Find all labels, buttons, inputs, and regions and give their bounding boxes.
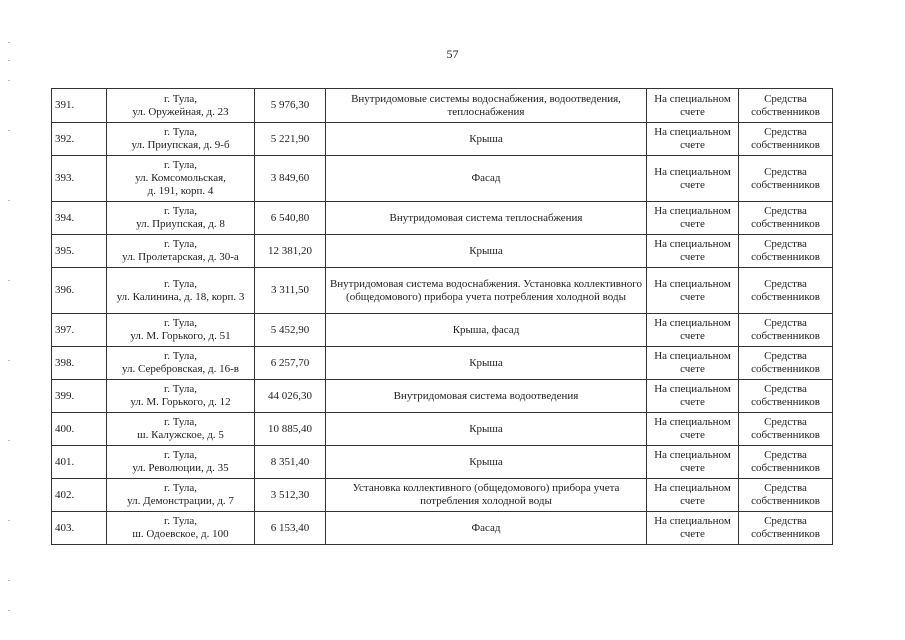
account-type: На специальном счете — [647, 156, 739, 202]
funding-source: Средства собственников — [739, 347, 833, 380]
address-street: ш. Одоевское, д. 100 — [132, 528, 229, 540]
funding-source: Средства собственников — [739, 156, 833, 202]
address-cell — [107, 314, 255, 347]
work-type: Крыша — [326, 347, 647, 380]
table-row — [52, 380, 833, 413]
table-row — [52, 413, 833, 446]
table-row — [52, 202, 833, 235]
table-row — [52, 314, 833, 347]
funding-source: Средства собственников — [739, 512, 833, 545]
account-type: На специальном счете — [647, 446, 739, 479]
address-city: г. Тула, — [163, 482, 198, 494]
address-cell — [107, 446, 255, 479]
table-row — [52, 479, 833, 512]
address-cell — [107, 413, 255, 446]
row-number: 399. — [52, 380, 107, 413]
row-number: 392. — [52, 123, 107, 156]
work-type: Внутридомовая система водоотведения — [326, 380, 647, 413]
address-street: ул. Серебровская, д. 16-в — [122, 363, 239, 375]
account-type: На специальном счете — [647, 314, 739, 347]
table-row — [52, 347, 833, 380]
address-street: ул. Революции, д. 35 — [132, 462, 229, 474]
address-cell — [107, 512, 255, 545]
table-row — [52, 512, 833, 545]
repair-registry-table — [51, 88, 833, 545]
address-street: ул. Пролетарская, д. 30-а — [122, 251, 239, 263]
address-street: ул. М. Горького, д. 12 — [130, 396, 231, 408]
address-city: г. Тула, — [163, 350, 198, 362]
funding-source: Средства собственников — [739, 446, 833, 479]
row-number: 397. — [52, 314, 107, 347]
account-type: На специальном счете — [647, 347, 739, 380]
funding-source: Средства собственников — [739, 89, 833, 123]
address-city: г. Тула, — [163, 317, 198, 329]
cost-amount: 6 257,70 — [255, 347, 326, 380]
address-city: г. Тула, — [163, 277, 198, 290]
address-street: ул. Оружейная, д. 23 — [132, 105, 229, 118]
table-row — [52, 89, 833, 123]
funding-source: Средства собственников — [739, 235, 833, 268]
cost-amount: 3 512,30 — [255, 479, 326, 512]
address-city: г. Тула, — [163, 383, 198, 395]
account-type: На специальном счете — [647, 479, 739, 512]
cost-amount: 44 026,30 — [255, 380, 326, 413]
funding-source: Средства собственников — [739, 479, 833, 512]
address-street: ул. Комсомольская, — [135, 172, 226, 184]
cost-amount: 6 153,40 — [255, 512, 326, 545]
work-type: Крыша — [326, 446, 647, 479]
account-type: На специальном счете — [647, 89, 739, 123]
work-type: Крыша — [326, 123, 647, 156]
cost-amount: 10 885,40 — [255, 413, 326, 446]
work-type: Крыша — [326, 413, 647, 446]
row-number: 402. — [52, 479, 107, 512]
row-number: 391. — [52, 89, 107, 123]
address-street: ул. Калинина, д. 18, корп. 3 — [116, 290, 245, 303]
account-type: На специальном счете — [647, 235, 739, 268]
address-city: г. Тула, — [163, 205, 198, 217]
cost-amount: 3 849,60 — [255, 156, 326, 202]
row-number: 401. — [52, 446, 107, 479]
address-street: ул. Демонстрации, д. 7 — [127, 495, 234, 507]
address-street: ул. Приупская, д. 8 — [136, 218, 225, 230]
address-cell — [107, 235, 255, 268]
address-cell — [107, 268, 255, 314]
account-type: На специальном счете — [647, 268, 739, 314]
work-type: Фасад — [326, 156, 647, 202]
work-type: Крыша, фасад — [326, 314, 647, 347]
address-street: ул. М. Горького, д. 51 — [130, 330, 231, 342]
work-type: Внутридомовые системы водоснабжения, водоотведения, теплоснабжения — [326, 89, 647, 123]
address-city: г. Тула, — [163, 515, 198, 527]
account-type: На специальном счете — [647, 512, 739, 545]
cost-amount: 5 221,90 — [255, 123, 326, 156]
cost-amount: 8 351,40 — [255, 446, 326, 479]
funding-source: Средства собственников — [739, 202, 833, 235]
scan-margin-marks — [6, 20, 14, 620]
row-number: 403. — [52, 512, 107, 545]
address-cell — [107, 347, 255, 380]
work-type: Установка коллективного (общедомового) прибора учета потребления холодной воды — [326, 479, 647, 512]
address-city: г. Тула, — [163, 416, 198, 428]
table-row — [52, 123, 833, 156]
account-type: На специальном счете — [647, 202, 739, 235]
funding-source: Средства собственников — [739, 380, 833, 413]
address-city: г. Тула, — [163, 238, 198, 250]
funding-source: Средства собственников — [739, 268, 833, 314]
cost-amount: 3 311,50 — [255, 268, 326, 314]
cost-amount: 5 452,90 — [255, 314, 326, 347]
funding-source: Средства собственников — [739, 314, 833, 347]
row-number: 395. — [52, 235, 107, 268]
funding-source: Средства собственников — [739, 123, 833, 156]
address-street: ул. Приупская, д. 9-б — [131, 139, 230, 151]
address-city: г. Тула, — [163, 159, 198, 171]
page-number: 57 — [446, 47, 459, 61]
table-row — [52, 235, 833, 268]
work-type: Крыша — [326, 235, 647, 268]
address-city: г. Тула, — [163, 449, 198, 461]
account-type: На специальном счете — [647, 413, 739, 446]
row-number: 393. — [52, 156, 107, 202]
table-body — [52, 89, 833, 545]
account-type: На специальном счете — [647, 123, 739, 156]
row-number: 398. — [52, 347, 107, 380]
row-number: 396. — [52, 268, 107, 314]
address-cell — [107, 123, 255, 156]
address-extra: д. 191, корп. 4 — [147, 185, 214, 197]
table-row — [52, 446, 833, 479]
funding-source: Средства собственников — [739, 413, 833, 446]
account-type: На специальном счете — [647, 380, 739, 413]
address-cell — [107, 479, 255, 512]
work-type: Внутридомовая система водоснабжения. Установка коллективного (общедомового) прибора учета потребления холодной воды — [326, 268, 647, 314]
address-cell — [107, 156, 255, 202]
address-cell — [107, 202, 255, 235]
row-number: 400. — [52, 413, 107, 446]
address-city: г. Тула, — [163, 92, 198, 105]
cost-amount: 5 976,30 — [255, 89, 326, 123]
cost-amount: 12 381,20 — [255, 235, 326, 268]
table-row — [52, 156, 833, 202]
cost-amount: 6 540,80 — [255, 202, 326, 235]
address-street: ш. Калужское, д. 5 — [137, 429, 224, 441]
address-city: г. Тула, — [163, 126, 198, 138]
work-type: Фасад — [326, 512, 647, 545]
work-type: Внутридомовая система теплоснабжения — [326, 202, 647, 235]
row-number: 394. — [52, 202, 107, 235]
table-row — [52, 268, 833, 314]
address-cell — [107, 380, 255, 413]
address-cell — [107, 89, 255, 123]
